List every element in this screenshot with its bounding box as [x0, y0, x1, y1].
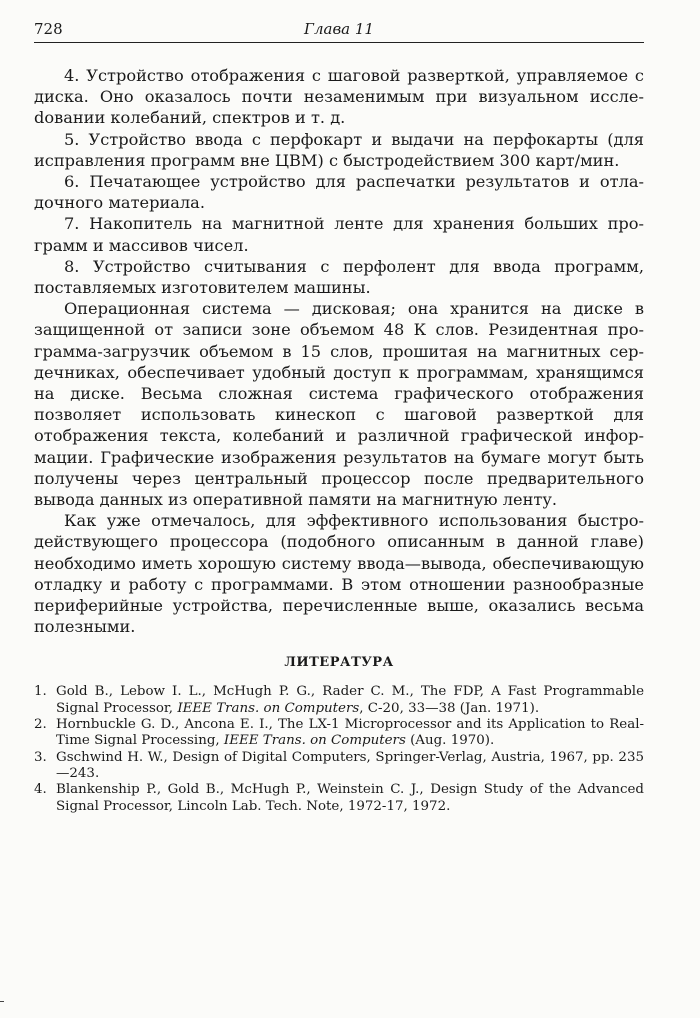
paragraph-item-6: 6. Печатающее устройство для распечатки результатов и отладочного материала.	[34, 172, 644, 213]
paragraph-item-4: 4. Устройство отображения с шаговой разверткой, управляемое с диска. Оно оказалось почти незаменимым при визуальном исслеdовании колебаний, спектров и т. д.	[34, 66, 644, 128]
reference-number: 2.	[34, 717, 47, 733]
reference-text: Hornbuckle G. D., Ancona E. I., The LX-1 Microprocessor and its Application to Real-Time Signal Processing,	[56, 717, 644, 749]
reference-text-end: (Aug. 1970).	[405, 733, 495, 749]
page	[34, 20, 644, 815]
page-number: 728	[34, 20, 63, 38]
paragraph-item-8: 8. Устройство считывания с перфолент для ввода программ, поставляемых изготовителем машины.	[34, 256, 644, 298]
reference-journal: IEEE Trans. on Computers	[223, 733, 406, 749]
paragraph-item-7: 7. Накопитель на магнитной ленте для хранения больших программ и массивов чисел.	[34, 214, 644, 255]
reference-item	[34, 717, 644, 750]
running-head	[34, 20, 644, 43]
references-heading: ЛИТЕРАТУРА	[284, 655, 394, 671]
reference-item	[34, 750, 644, 783]
reference-number: 1.	[34, 684, 47, 700]
reference-number: 3.	[34, 749, 47, 765]
body-text	[34, 65, 644, 637]
paragraph-item-5: 5. Устройство ввода с перфокарт и выдачи на перфокарты (для исправления программ вне ЦВМ) с быстродействием 300 карт/мин.	[34, 129, 644, 170]
reference-number: 4.	[34, 782, 47, 798]
reference-item	[34, 782, 644, 815]
reference-text: Gschwind H. W., Design of Digital Computers, Springer-Verlag, Austria, 1967, pp. 235—243.	[56, 749, 644, 781]
paragraph-conclusion: Как уже отмечалось, для эффективного использования быстродействующего процессора (подобного описанным в данной главе) необходимо иметь хорошую систему ввода—вывода, обеспечивающую отладку и работу с программами. В этом отношении разнообразные периферийные устройства, перечисленные выше, оказались весьма полезными.	[34, 511, 644, 637]
reference-text: Gold B., Lebow I. L., McHugh P. G., Rader C. M., The FDP, A Fast Programmable Signal Processor,	[56, 684, 644, 716]
paragraph-operating-system: Операционная система — дисковая; она хранится на диске в защищенной от записи зоне объемом 48 К слов. Резидентная программа-загрузчик объемом в 15 слов, прошитая на магнитных сердечниках, обеспечивает удобный доступ к программам, хранящимся на диске. Весьма сложная система графического отображения позволяет использовать кинескоп с шаговой разверткой для отображения текста, колебаний и различной графической информации. Графические изображения результатов на бумаге могут быть получены через центральный процессор после предварительного вывода данных из оперативной памяти на магнитную ленту.	[34, 299, 644, 510]
reference-text: Blankenship P., Gold B., McHugh P., Weinstein C. J., Design Study of the Advanced Signal Processor, Lincoln Lab. Tech. Note, 1972-17, 1972.	[56, 782, 644, 814]
margin-tick	[0, 1001, 4, 1002]
chapter-title: Глава 11	[304, 20, 374, 38]
reference-text-end: , C-20, 33—38 (Jan. 1971).	[359, 700, 540, 716]
reference-journal: IEEE Trans. on Computers	[177, 700, 360, 716]
references-list	[34, 684, 644, 814]
reference-item	[34, 684, 644, 717]
